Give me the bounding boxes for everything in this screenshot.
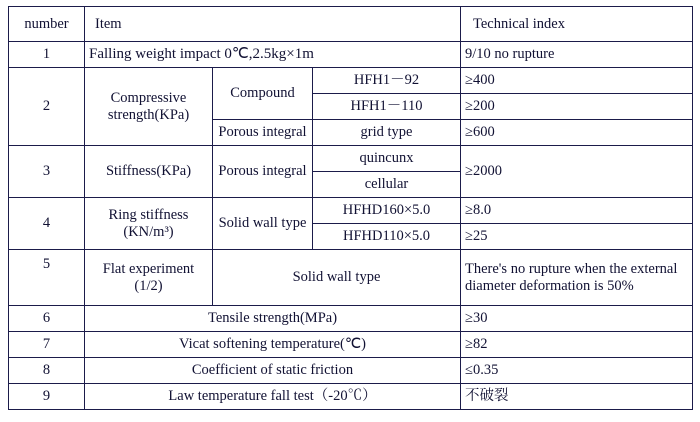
row-item-5-line2: (1/2) bbox=[134, 277, 163, 294]
row-item-4-line1: Ring stiffness bbox=[108, 206, 189, 223]
row-item-2-line1: Compressive strength(KPa) bbox=[107, 89, 190, 123]
row-item-5 bbox=[85, 250, 213, 306]
row-item-1: Falling weight impact 0℃,2.5kg×1m bbox=[85, 42, 461, 68]
table-header-row bbox=[9, 7, 693, 42]
table-row bbox=[9, 146, 693, 172]
row-technical-index-7: ≥82 bbox=[461, 332, 693, 358]
row-item-2 bbox=[85, 68, 213, 146]
row-technical-index-1: 9/10 no rupture bbox=[461, 42, 693, 68]
table-row bbox=[9, 198, 693, 224]
row-3-sublabel-porous-integral: Porous integral bbox=[213, 146, 313, 198]
row-number-5: 5 bbox=[9, 250, 85, 306]
row-number-7: 7 bbox=[9, 332, 85, 358]
row-4-variant-2-name: HFHD110×5.0 bbox=[313, 224, 461, 250]
row-item-4 bbox=[85, 198, 213, 250]
row-4-variant-1-value: ≥8.0 bbox=[461, 198, 693, 224]
table-row bbox=[9, 68, 693, 94]
table-row bbox=[9, 250, 693, 306]
row-number-2: 2 bbox=[9, 68, 85, 146]
row-2-sublabel-compound: Compound bbox=[213, 68, 313, 120]
column-header-item: Item bbox=[85, 7, 461, 42]
row-2-variant-2-value: ≥200 bbox=[461, 94, 693, 120]
row-2-variant-3-name: grid type bbox=[313, 120, 461, 146]
table-row bbox=[9, 42, 693, 68]
row-4-sublabel-solid-wall-type: Solid wall type bbox=[213, 198, 313, 250]
row-3-variant-2-name: cellular bbox=[313, 172, 461, 198]
row-2-variant-3-value: ≥600 bbox=[461, 120, 693, 146]
row-5-sublabel-solid-wall-type: Solid wall type bbox=[213, 250, 461, 306]
row-item-3: Stiffness(KPa) bbox=[85, 146, 213, 198]
row-2-variant-1-value: ≥400 bbox=[461, 68, 693, 94]
row-item-7: Vicat softening temperature(℃) bbox=[85, 332, 461, 358]
row-4-variant-2-value: ≥25 bbox=[461, 224, 693, 250]
row-item-9: Law temperature fall test（-20℃） bbox=[85, 384, 461, 410]
row-4-variant-1-name: HFHD160×5.0 bbox=[313, 198, 461, 224]
table-row bbox=[9, 306, 693, 332]
row-technical-index-5: There's no rupture when the external diameter deformation is 50% bbox=[461, 250, 693, 306]
row-number-9: 9 bbox=[9, 384, 85, 410]
row-technical-index-6: ≥30 bbox=[461, 306, 693, 332]
column-header-number: number bbox=[9, 7, 85, 42]
table-row bbox=[9, 384, 693, 410]
row-number-6: 6 bbox=[9, 306, 85, 332]
row-2-variant-2-name: HFH1－110 bbox=[313, 94, 461, 120]
row-item-8: Coefficient of static friction bbox=[85, 358, 461, 384]
row-number-4: 4 bbox=[9, 198, 85, 250]
table-row bbox=[9, 358, 693, 384]
row-2-variant-1-name: HFH1－92 bbox=[313, 68, 461, 94]
row-item-6: Tensile strength(MPa) bbox=[85, 306, 461, 332]
table-row bbox=[9, 332, 693, 358]
row-technical-index-9: 不破裂 bbox=[461, 384, 693, 410]
row-item-4-line2: (KN/m³) bbox=[123, 223, 174, 240]
row-item-5-line1: Flat experiment bbox=[102, 260, 195, 277]
row-number-3: 3 bbox=[9, 146, 85, 198]
row-technical-index-8: ≤0.35 bbox=[461, 358, 693, 384]
column-header-technical-index: Technical index bbox=[461, 7, 693, 42]
row-2-sublabel-porous-integral: Porous integral bbox=[213, 120, 313, 146]
row-technical-index-3: ≥2000 bbox=[461, 146, 693, 198]
row-3-variant-1-name: quincunx bbox=[313, 146, 461, 172]
technical-specification-table bbox=[8, 6, 693, 410]
row-number-8: 8 bbox=[9, 358, 85, 384]
row-number-1: 1 bbox=[9, 42, 85, 68]
